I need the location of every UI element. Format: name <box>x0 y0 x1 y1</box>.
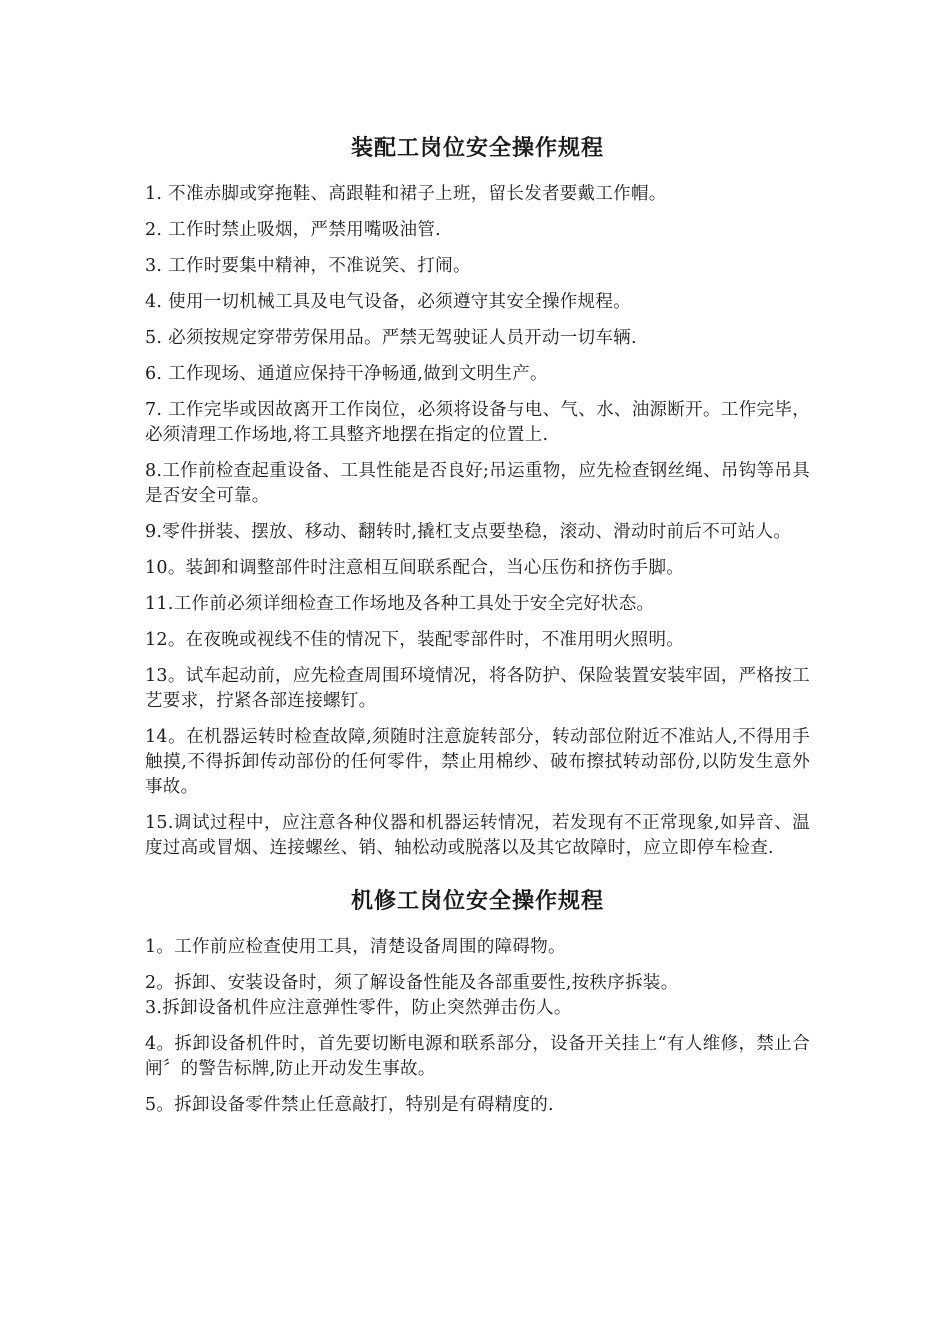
section-title-assembly: 装配工岗位安全操作规程 <box>350 135 604 161</box>
assembly-rule-13: 13。试车起动前，应先检查周围环境情况，将各防护、保险装置安装牢固，严格按工艺要求，拧紧各部连接螺钉。 <box>145 666 810 711</box>
assembly-rule-15: 15.调试过程中，应注意各种仪器和机器运转情况，若发现有不正常现象,如异音、温度过高或冒烟、连接螺丝、销、轴松动或脱落以及其它故障时，应立即停车检查. <box>145 813 810 858</box>
section-title-maintenance: 机修工岗位安全操作规程 <box>350 888 604 914</box>
assembly-rule-12: 12。在夜晚或视线不佳的情况下，装配零部件时，不准用明火照明。 <box>145 630 685 650</box>
document-body <box>145 130 810 1129</box>
maintenance-rule-1: 1。工作前应检查使用工具，清楚设备周围的障碍物。 <box>145 937 566 957</box>
assembly-rule-5: 5. 必须按规定穿带劳保用品。严禁无驾驶证人员开动一切车辆. <box>145 328 637 348</box>
assembly-rule-10: 10。装卸和调整部件时注意相互间联系配合，当心压伤和挤伤手脚。 <box>145 558 685 578</box>
maintenance-rule-5: 5。拆卸设备零件禁止任意敲打，特别是有碍精度的. <box>145 1095 554 1115</box>
maintenance-rule-4: 4。拆卸设备机件时，首先要切断电源和联系部分，设备开关挂上“有人维修，禁止合闸〞的警告标牌,防止开动发生事故。 <box>145 1034 810 1079</box>
maintenance-rule-2: 2。拆卸、安装设备时，须了解设备性能及各部重要性,按秩序拆装。 <box>145 973 679 993</box>
maintenance-rule-3: 3.拆卸设备机件应注意弹性零件，防止突然弹击伤人。 <box>145 998 572 1018</box>
assembly-rule-8: 8.工作前检查起重设备、工具性能是否良好;吊运重物，应先检查钢丝绳、吊钩等吊具是否安全可靠。 <box>145 461 810 506</box>
assembly-rule-11: 11.工作前必须详细检查工作场地及各种工具处于安全完好状态。 <box>145 594 655 614</box>
assembly-rule-14: 14。在机器运转时检查故障,须随时注意旋转部分，转动部位附近不准站人,不得用手触摸,不得拆卸传动部份的任何零件，禁止用棉纱、破布擦拭转动部份,以防发生意外事故。 <box>145 727 810 797</box>
assembly-rule-1: 1. 不准赤脚或穿拖鞋、高跟鞋和裙子上班，留长发者要戴工作帽。 <box>145 184 667 204</box>
assembly-rule-2: 2. 工作时禁止吸烟，严禁用嘴吸油管. <box>145 220 442 240</box>
assembly-rule-4: 4. 使用一切机械工具及电气设备，必须遵守其安全操作规程。 <box>145 292 631 312</box>
assembly-rule-7: 7. 工作完毕或因故离开工作岗位，必须将设备与电、气、水、油源断开。工作完毕，必须清理工作场地,将工具整齐地摆在指定的位置上. <box>145 400 810 445</box>
assembly-rule-6: 6. 工作现场、通道应保持干净畅通,做到文明生产。 <box>145 364 548 384</box>
assembly-rule-3: 3. 工作时要集中精神，不准说笑、打闹。 <box>145 256 471 276</box>
assembly-rule-9: 9.零件拼装、摆放、移动、翻转时,撬杠支点要垫稳，滚动、滑动时前后不可站人。 <box>145 522 792 542</box>
